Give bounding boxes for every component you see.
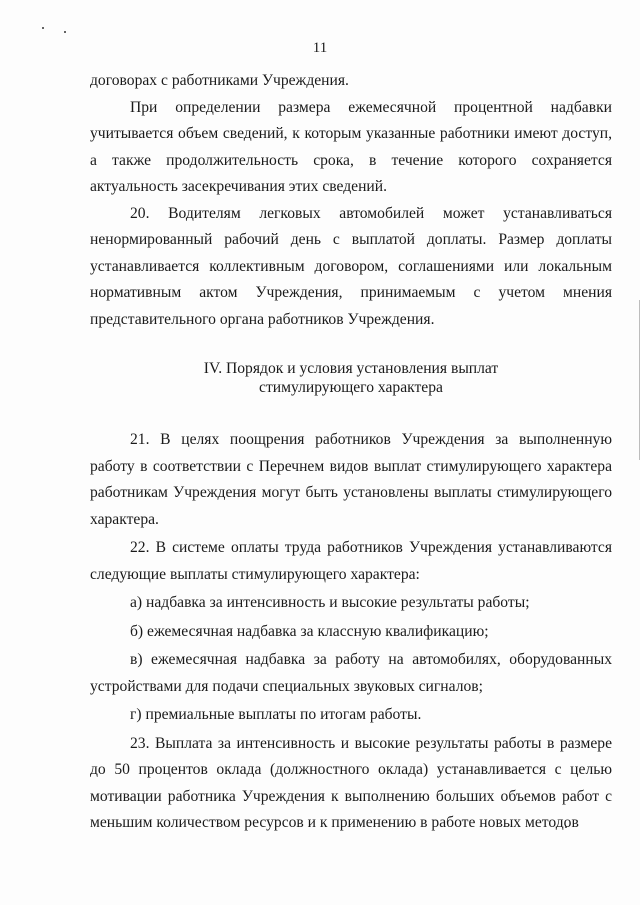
- paragraph-22: 22. В системе оплаты труда работников Учреждения устанавливаются следующие выплаты стимулирующего характера:: [90, 539, 612, 583]
- section-heading-line1: IV. Порядок и условия установления выплат: [203, 360, 499, 377]
- scan-speck: [64, 31, 66, 33]
- document-body: [90, 68, 612, 837]
- page-number: 11: [312, 40, 328, 56]
- paragraph-23: 23. Выплата за интенсивность и высокие результаты работы в размере до 50 процентов оклада (должностного оклада) устанавливается с целью мотивации работника Учреждения к выполнению больших объемов работ с меньшим количеством ресурсов и к применению в работе новых методов: [90, 734, 612, 831]
- paragraph-allowance-scope: При определении размера ежемесячной процентной надбавки учитывается объем сведений, к которым указанные работники имеют доступ, а также продолжительность срока, в течение которого сохраняется актуальность засекречивания этих сведений.: [90, 98, 612, 195]
- list-item-v: в) ежемесячная надбавка за работу на автомобилях, оборудованных устройствами для подачи специальных звуковых сигналов;: [90, 651, 612, 695]
- list-item-a: а) надбавка за интенсивность и высокие результаты работы;: [130, 594, 530, 611]
- list-item-b: б) ежемесячная надбавка за классную квалификацию;: [130, 622, 489, 640]
- section-heading: [90, 359, 612, 397]
- paragraph-21: 21. В целях поощрения работников Учреждения за выполненную работу в соответствии с Перечнем видов выплат стимулирующего характера работникам Учреждения могут быть установлены выплаты стимулирующего характера.: [90, 431, 612, 528]
- list-item-g: г) премиальные выплаты по итогам работы.: [130, 706, 422, 723]
- paragraph-20-drivers: 20. Водителям легковых автомобилей может устанавливаться ненормированный рабочий день с выплатой доплаты. Размер доплаты устанавливается коллективным договором, соглашениями или локальным нормативным актом Учреждения, принимаемым с учетом мнения представительного органа работников Учреждения.: [90, 204, 612, 328]
- scan-speck: [42, 27, 44, 29]
- section-heading-line2: стимулирующего характера: [259, 379, 443, 396]
- paragraph-continuation: договорах с работниками Учреждения.: [90, 72, 349, 89]
